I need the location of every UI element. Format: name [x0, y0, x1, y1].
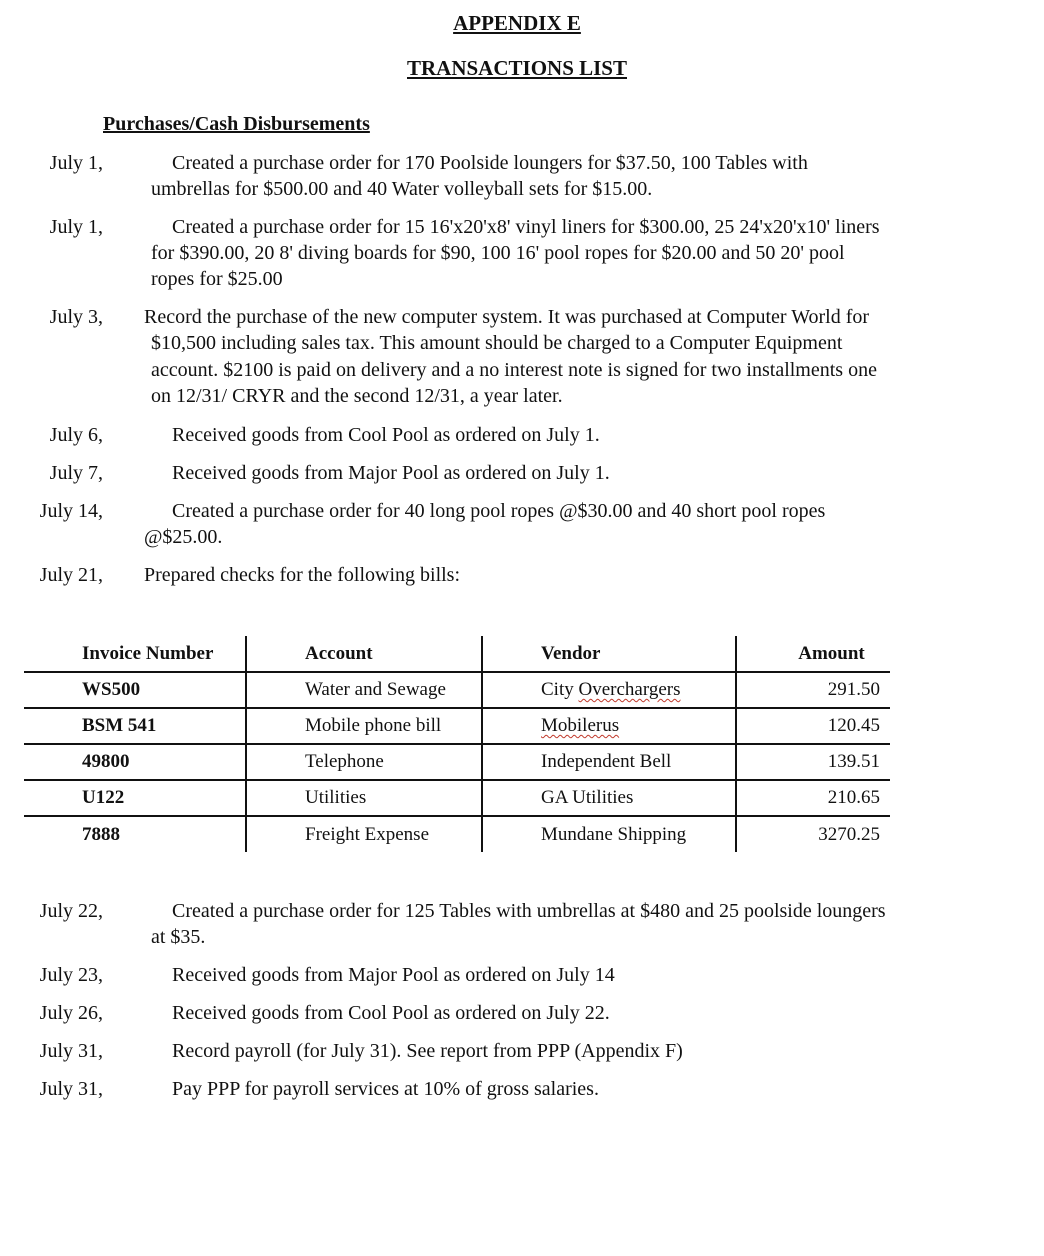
invoice-cell: WS500: [24, 672, 246, 708]
column-header-invoice: Invoice Number: [24, 636, 246, 672]
invoice-cell: 7888: [82, 823, 120, 845]
bills-table: [24, 636, 890, 852]
amount-cell: 210.65: [736, 780, 890, 816]
entry-date: July 21,: [39, 564, 103, 586]
account-cell: Water and Sewage: [246, 672, 482, 708]
entry-date: July 23,: [39, 964, 103, 986]
table-row: [24, 708, 890, 744]
entry-date: July 6,: [49, 424, 103, 446]
entry-text: ropes for $25.00: [151, 268, 283, 290]
vendor-first-word: City Overchargers: [541, 679, 681, 700]
column-header-account: Account: [246, 636, 482, 672]
amount-cell: 291.50: [736, 672, 890, 708]
vendor-cell: Mundane Shipping: [482, 816, 736, 852]
entry-date: July 3,: [49, 306, 103, 328]
entry-text: Record payroll (for July 31). See report from PPP (Appendix F): [172, 1040, 683, 1062]
entry-text: at $35.: [151, 926, 206, 948]
column-header-amount: Amount: [736, 636, 890, 672]
entry-date: July 31,: [39, 1078, 103, 1100]
column-header-vendor: Vendor: [482, 636, 736, 672]
vendor-cell: [482, 708, 736, 744]
entry-text: Received goods from Major Pool as ordered on July 1.: [172, 462, 610, 484]
entry-text: Created a purchase order for 125 Tables with umbrellas at $480 and 25 poolside loungers: [172, 900, 886, 922]
entry-text: Received goods from Cool Pool as ordered on July 22.: [172, 1002, 610, 1024]
amount-cell: 139.51: [736, 744, 890, 780]
entry-text: Prepared checks for the following bills:: [144, 564, 461, 586]
entry-text: Received goods from Cool Pool as ordered on July 1.: [172, 424, 600, 446]
entry-text: Received goods from Major Pool as ordered on July 14: [172, 964, 615, 986]
invoice-cell: 49800: [24, 744, 246, 780]
account-cell: Freight Expense: [246, 816, 482, 852]
entry-date: July 14,: [39, 500, 103, 522]
vendor-name: Mobilerus: [541, 715, 620, 736]
table-row: [24, 672, 890, 708]
section-title: Purchases/Cash Disbursements: [103, 113, 370, 135]
entry-date: July 22,: [39, 900, 103, 922]
table-row: [24, 780, 890, 816]
entry-text: account. $2100 is paid on delivery and a no interest note is signed for two installments one: [151, 359, 877, 381]
misspelled-word: Overchargers: [578, 679, 681, 700]
entry-text: Created a purchase order for 40 long pool ropes @$30.00 and 40 short pool ropes: [172, 500, 826, 522]
vendor-cell: Independent Bell: [482, 744, 736, 780]
entry-text: @$25.00.: [144, 526, 223, 548]
entry-date: July 1,: [49, 216, 103, 238]
table-row: [24, 816, 890, 852]
amount-cell: 3270.25: [736, 816, 890, 852]
entry-text: umbrellas for $500.00 and 40 Water volleyball sets for $15.00.: [151, 178, 653, 200]
entry-text: $10,500 including sales tax. This amount should be charged to a Computer Equipment: [151, 332, 843, 354]
entry-text: on 12/31/ CRYR and the second 12/31, a year later.: [151, 385, 563, 407]
vendor-cell: GA Utilities: [482, 780, 736, 816]
entry-date: July 31,: [39, 1040, 103, 1062]
entry-date: July 7,: [49, 462, 103, 484]
table-row: [24, 744, 890, 780]
account-cell: Mobile phone bill: [246, 708, 482, 744]
entry-text: Created a purchase order for 15 16'x20'x8' vinyl liners for $300.00, 25 24'x20'x10' liners: [172, 216, 880, 238]
entry-text: Record the purchase of the new computer system. It was purchased at Computer World for: [144, 306, 870, 328]
entry-date: July 26,: [39, 1002, 103, 1024]
page-title: TRANSACTIONS LIST: [407, 56, 627, 80]
account-cell: Telephone: [246, 744, 482, 780]
vendor-cell: [482, 672, 736, 708]
invoice-cell: U122: [24, 780, 246, 816]
account-cell: Utilities: [246, 780, 482, 816]
table-header-row: [24, 636, 890, 672]
amount-cell: 120.45: [736, 708, 890, 744]
entry-text: Pay PPP for payroll services at 10% of gross salaries.: [172, 1078, 599, 1100]
entry-text: for $390.00, 20 8' diving boards for $90, 100 16' pool ropes for $20.00 and 50 20' pool: [151, 242, 845, 264]
appendix-label: APPENDIX E: [453, 11, 581, 35]
entry-date: July 1,: [49, 152, 103, 174]
entry-text: Created a purchase order for 170 Poolside loungers for $37.50, 100 Tables with: [172, 152, 808, 174]
invoice-cell: BSM 541: [24, 708, 246, 744]
